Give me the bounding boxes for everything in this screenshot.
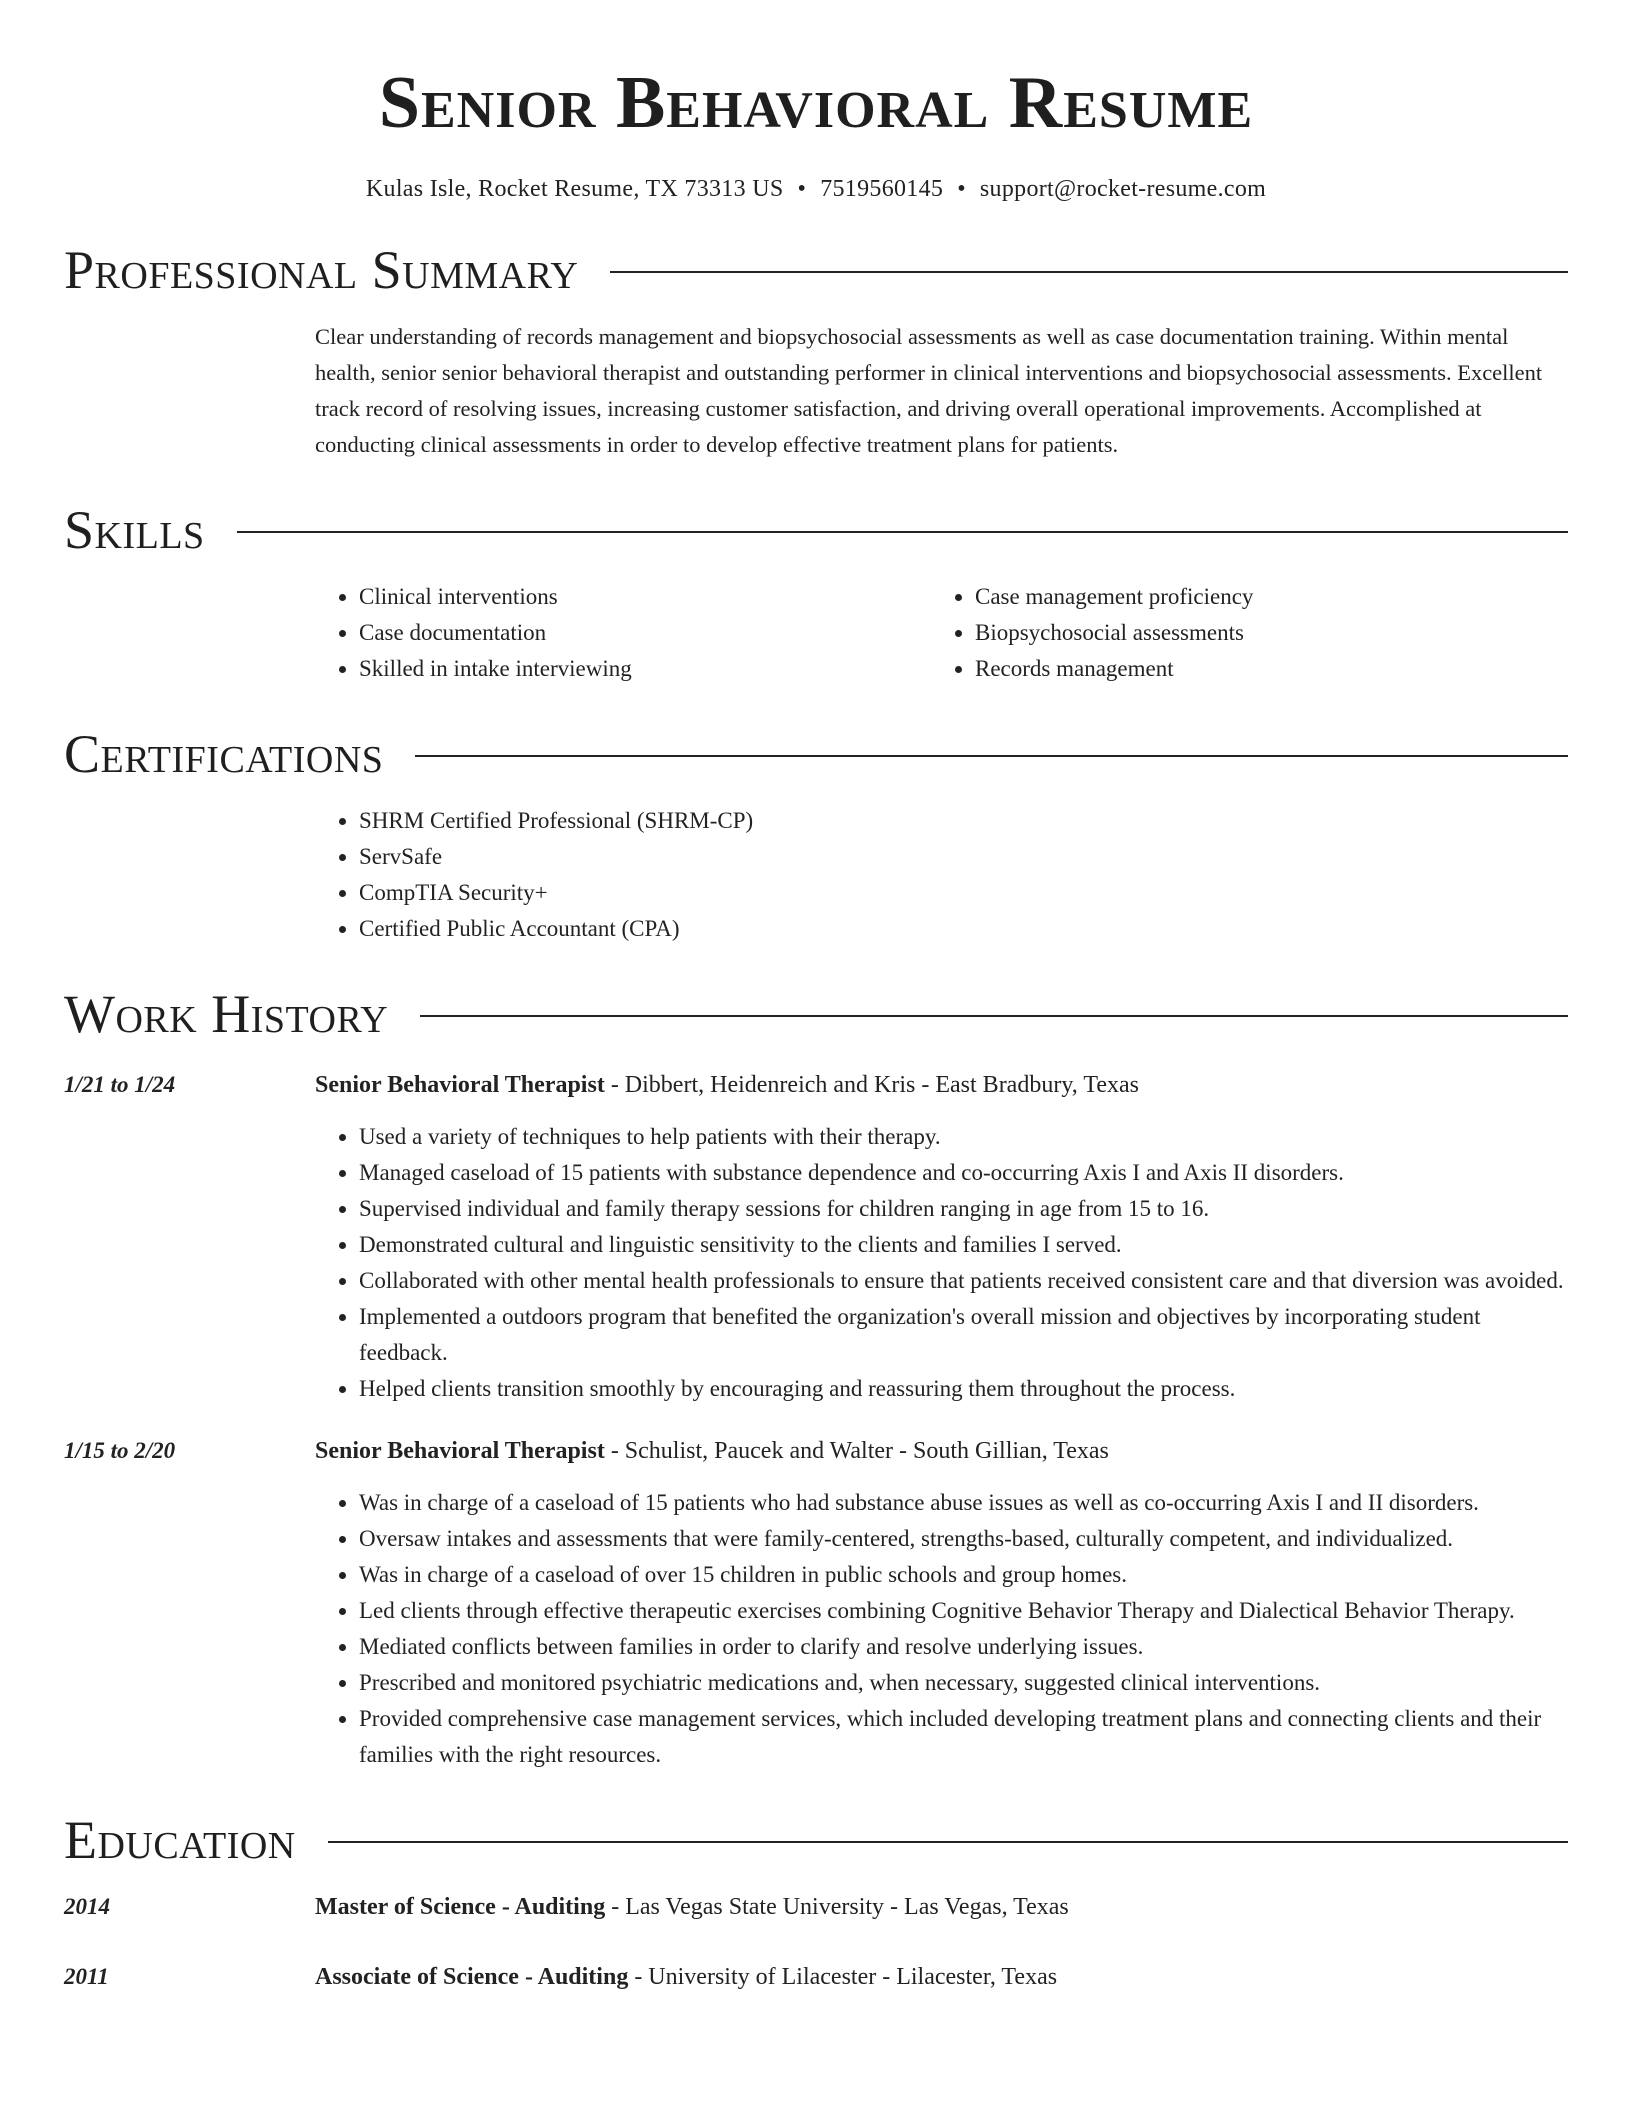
- skill-item: • Case management proficiency: [975, 579, 1547, 615]
- section-heading-work-history: Work History: [64, 984, 389, 1044]
- contact-phone[interactable]: 7519560145: [820, 176, 944, 202]
- section-header: [64, 724, 1568, 784]
- job-bullet: • Mediated conflicts between families in order to clarify and resolve underlying issues.: [359, 1629, 1568, 1665]
- education-degree: Associate of Science - Auditing: [315, 1964, 629, 1990]
- certifications-list: [315, 803, 1568, 947]
- section-heading-certifications: Certifications: [64, 724, 384, 784]
- section-divider: [415, 755, 1568, 757]
- education-heading: [315, 1959, 1057, 1995]
- job-employer-location: - Schulist, Paucek and Walter - South Gillian, Texas: [604, 1438, 1109, 1464]
- job-bullet: • Led clients through effective therapeutic exercises combining Cognitive Behavior Therapy and Dialectical Behavior Therapy.: [359, 1593, 1568, 1629]
- certification-item: • Certified Public Accountant (CPA): [359, 911, 1568, 947]
- certification-item: • SHRM Certified Professional (SHRM-CP): [359, 803, 1568, 839]
- job-bullet-list: [315, 1119, 1568, 1407]
- certification-item: • CompTIA Security+: [359, 875, 1568, 911]
- skill-item: • Clinical interventions: [359, 579, 931, 615]
- section-header: [64, 500, 1568, 560]
- job-bullet: • Helped clients transition smoothly by encouraging and reassuring them throughout the process.: [359, 1371, 1568, 1407]
- contact-email[interactable]: support@rocket-resume.com: [979, 176, 1267, 202]
- job-heading: [315, 1433, 1568, 1469]
- contact-address: Kulas Isle, Rocket Resume, TX 73313 US: [365, 176, 784, 202]
- contact-line: [64, 176, 1568, 203]
- section-divider: [328, 1841, 1568, 1843]
- certification-item: • ServSafe: [359, 839, 1568, 875]
- job-bullet: • Was in charge of a caseload of 15 patients who had substance abuse issues as well as co-occurring Axis I and II disorders.: [359, 1485, 1568, 1521]
- section-header: [64, 1810, 1568, 1870]
- work-history-section: [64, 984, 1568, 1773]
- job-title: Senior Behavioral Therapist: [315, 1438, 605, 1464]
- job-employer-location: - Dibbert, Heidenreich and Kris - East Bradbury, Texas: [604, 1072, 1139, 1098]
- contact-separator: •: [797, 176, 807, 202]
- section-heading-skills: Skills: [64, 500, 205, 560]
- job-bullet-list: [315, 1485, 1568, 1773]
- section-divider: [237, 531, 1568, 533]
- section-header: [64, 984, 1568, 1044]
- summary-section: [64, 240, 1568, 463]
- education-section: [64, 1810, 1568, 1995]
- job-bullet: • Oversaw intakes and assessments that were family-centered, strengths-based, culturally competent, and individualized.: [359, 1521, 1568, 1557]
- job-dates: 1/21 to 1/24: [64, 1072, 176, 1097]
- skill-item: • Biopsychosocial assessments: [975, 615, 1547, 651]
- section-divider: [420, 1015, 1568, 1017]
- job-bullet: • Collaborated with other mental health professionals to ensure that patients received consistent care and that diversion was avoided.: [359, 1263, 1568, 1299]
- job-bullet: • Supervised individual and family therapy sessions for children ranging in age from 15 to 16.: [359, 1191, 1568, 1227]
- education-entry: [64, 1889, 1568, 1925]
- certifications-section: [64, 724, 1568, 947]
- job-details: [315, 1433, 1568, 1773]
- education-entry: [64, 1959, 1568, 1995]
- skill-item: • Skilled in intake interviewing: [359, 651, 931, 687]
- job-bullet: • Was in charge of a caseload of over 15 children in public schools and group homes.: [359, 1557, 1568, 1593]
- job-bullet: • Provided comprehensive case management services, which included developing treatment plans and connecting clients and their families with the right resources.: [359, 1701, 1568, 1773]
- education-degree: Master of Science - Auditing: [315, 1894, 606, 1920]
- resume-title: Senior Behavioral Resume: [378, 62, 1254, 144]
- job-bullet: • Demonstrated cultural and linguistic sensitivity to the clients and families I served.: [359, 1227, 1568, 1263]
- skill-item: • Records management: [975, 651, 1547, 687]
- skills-list-right: [931, 579, 1547, 687]
- job-heading: [315, 1067, 1568, 1103]
- section-heading-education: Education: [64, 1810, 296, 1870]
- job-bullet: • Prescribed and monitored psychiatric medications and, when necessary, suggested clinical interventions.: [359, 1665, 1568, 1701]
- job-title: Senior Behavioral Therapist: [315, 1072, 605, 1098]
- job-dates: 1/15 to 2/20: [64, 1438, 176, 1463]
- section-heading-summary: Professional Summary: [64, 240, 579, 300]
- skills-list-left: [315, 579, 931, 687]
- job-bullet: • Used a variety of techniques to help patients with their therapy.: [359, 1119, 1568, 1155]
- education-heading: [315, 1889, 1069, 1925]
- education-year: 2014: [64, 1894, 110, 1919]
- section-header: [64, 240, 1568, 300]
- education-school-location: - Las Vegas State University - Las Vegas, Texas: [605, 1894, 1069, 1920]
- job-entry: [64, 1067, 1568, 1407]
- education-year: 2011: [64, 1964, 109, 1989]
- job-bullet: • Implemented a outdoors program that benefited the organization's overall mission and objectives by incorporating student feedback.: [359, 1299, 1568, 1371]
- contact-separator: •: [957, 176, 966, 202]
- summary-text: Clear understanding of records management and biopsychosocial assessments as well as case documentation training. Within mental health, senior senior behavioral therapist and outstanding performer in clinical interventions and biopsychosocial assessments. Excellent track record of resolving issues, increasing customer satisfaction, and driving overall operational improvements. Accomplished at conducting clinical assessments in order to develop effective treatment plans for patients.: [315, 324, 1543, 457]
- job-details: [315, 1067, 1568, 1407]
- skills-grid: [315, 579, 1568, 687]
- section-divider: [610, 271, 1568, 273]
- job-bullet: • Managed caseload of 15 patients with substance dependence and co-occurring Axis I and Axis II disorders.: [359, 1155, 1568, 1191]
- education-school-location: - University of Lilacester - Lilacester, Texas: [628, 1964, 1058, 1990]
- skills-section: [64, 500, 1568, 687]
- skill-item: • Case documentation: [359, 615, 931, 651]
- job-entry: [64, 1433, 1568, 1773]
